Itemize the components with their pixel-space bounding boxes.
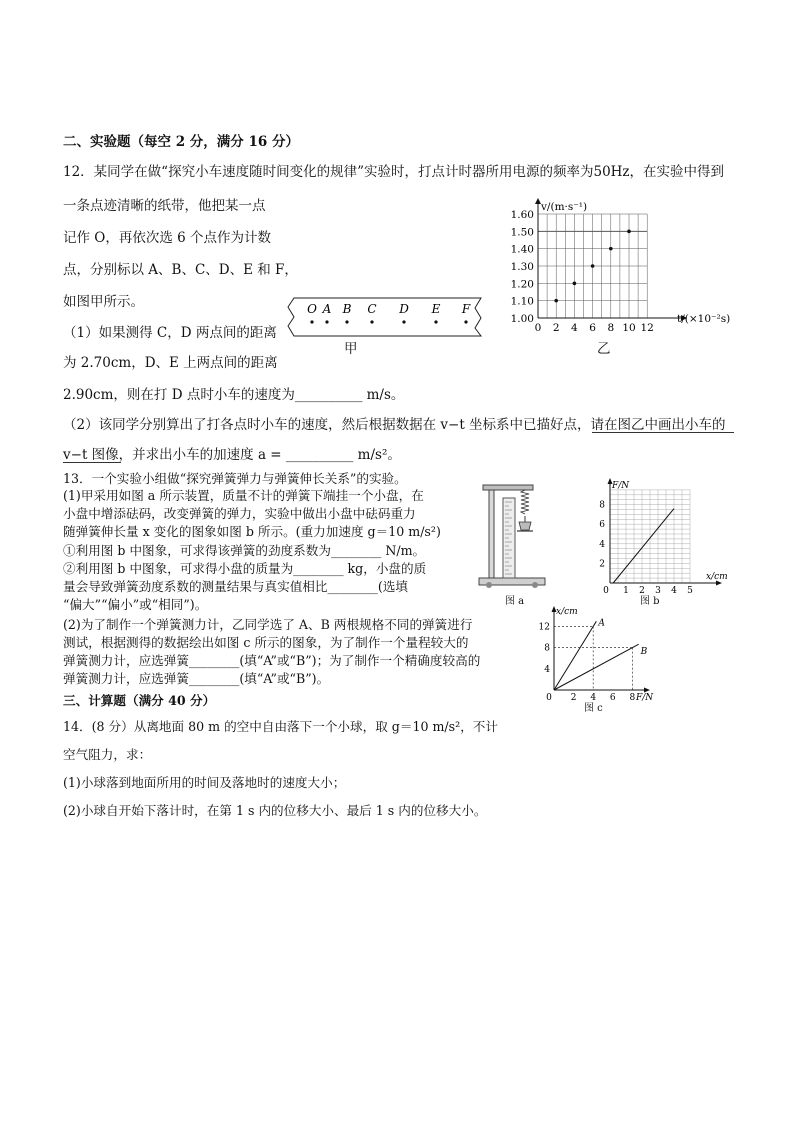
q12-line-2: 一条点迹清晰的纸带，他把某一点 bbox=[63, 198, 266, 214]
x-axis-label: t/(×10⁻²s) bbox=[677, 313, 731, 325]
y-tick-label: 4 bbox=[544, 664, 550, 675]
q12-line-8: 2.90cm，则在打 D 点时小车的速度为__________ m/s。 bbox=[63, 387, 405, 403]
x-tick-label: 2 bbox=[639, 586, 645, 596]
q13-line-8: “偏大”“偏小”或“相同”)。 bbox=[63, 597, 208, 612]
q13-line-1: 13．一个实验小组做“探究弹簧弹力与弹簧伸长关系”的实验。 bbox=[63, 471, 407, 486]
tape-label-A: A bbox=[322, 302, 332, 316]
y-tick-label: 1.30 bbox=[510, 261, 534, 273]
y-tick-label: 1.50 bbox=[510, 226, 534, 239]
x-tick-label: 0 bbox=[534, 322, 542, 334]
tape-dot-O bbox=[310, 320, 313, 323]
q13-line-5: ①利用图 b 中图象，可求得该弹簧的劲度系数为________ N/m。 bbox=[63, 543, 426, 558]
q12-line-1: 12．某同学在做“探究小车速度随时间变化的规律”实验时，打点计时器所用电源的频率为50Hz，在实验中得到 bbox=[63, 164, 725, 180]
tape-dot-D bbox=[402, 320, 405, 323]
section-3-heading: 三、计算题（满分 40 分） bbox=[63, 693, 216, 708]
spring-apparatus-svg bbox=[475, 478, 551, 590]
y-tick-label: 12 bbox=[538, 622, 550, 633]
x-tick-label: 4 bbox=[671, 586, 677, 596]
data-point bbox=[554, 299, 558, 303]
spring-apparatus-figure bbox=[475, 478, 551, 590]
q12-line-3: 记作 O，再依次选 6 个点作为计数 bbox=[63, 230, 272, 246]
fig-b-chart bbox=[596, 476, 728, 596]
tape-dot-B bbox=[345, 320, 348, 323]
y-tick-label: 1.20 bbox=[510, 278, 534, 291]
data-point bbox=[591, 264, 595, 268]
tape-label-O: O bbox=[307, 302, 317, 316]
y-tick-label: 2 bbox=[599, 559, 605, 570]
q13-line-9: (2)为了制作一个弹簧测力计，乙同学选了 A、B 两根规格不同的弹簧进行 bbox=[63, 617, 473, 632]
q12-line-10: v−t 图像，并求出小车的加速度 a = __________ m/s²。 bbox=[63, 447, 401, 463]
x-tick-label: 12 bbox=[640, 322, 654, 334]
tape-label-E: E bbox=[431, 302, 441, 316]
tape-label-C: C bbox=[367, 302, 377, 316]
data-point bbox=[609, 247, 613, 251]
q14-line-4: (2)小球自开始下落计时，在第 1 s 内的位移大小、最后 1 s 内的位移大小。 bbox=[63, 803, 487, 818]
q12-line-5: 如图甲所示。 bbox=[63, 294, 144, 310]
x-tick-label: 5 bbox=[687, 586, 693, 596]
q12-line-7: 为 2.70cm，D、E 上两点间的距离 bbox=[63, 355, 278, 371]
tape-label-B: B bbox=[342, 302, 352, 316]
fig-c-caption: 图 c bbox=[584, 703, 603, 714]
q12-line-6: （1）如果测得 C，D 两点间的距离 bbox=[63, 325, 277, 341]
x-tick-label: 4 bbox=[590, 693, 597, 703]
q13-line-12: 弹簧测力计，应选弹簧________(填“A”或“B”)。 bbox=[63, 671, 330, 686]
y-axis-label: x/cm bbox=[556, 607, 578, 617]
fig-c-svg bbox=[538, 604, 666, 704]
x-tick-label: 0 bbox=[546, 693, 552, 703]
x-tick-label: 8 bbox=[607, 322, 615, 334]
tape-dot-E bbox=[434, 320, 437, 323]
q13-line-7: 量会导致弹簧劲度系数的测量结果与真实值相比________(选填 bbox=[63, 579, 408, 594]
q13-line-3: 小盘中增添砝码，改变弹簧的弹力，实验中做出小盘中砝码重力 bbox=[63, 506, 416, 521]
section-2-heading: 二、实验题（每空 2 分，满分 16 分） bbox=[63, 134, 299, 150]
y-tick-label: 1.00 bbox=[510, 313, 534, 325]
q13-line-10: 测试，根据测得的数据绘出如图 c 所示的图象，为了制作一个量程较大的 bbox=[63, 635, 469, 650]
y-tick-label: 1.60 bbox=[510, 209, 534, 221]
tape-dot-A bbox=[325, 320, 328, 323]
q13-line-4: 随弹簧伸长量 x 变化的图象如图 b 所示。(重力加速度 g＝10 m/s²) bbox=[63, 524, 441, 539]
x-tick-label: 10 bbox=[622, 322, 636, 334]
x-tick-label: 4 bbox=[571, 322, 578, 334]
data-line bbox=[613, 509, 674, 583]
x-axis-arrow bbox=[644, 688, 650, 693]
data-point bbox=[573, 282, 577, 286]
fig-b-svg bbox=[596, 476, 728, 596]
x-tick-label: 8 bbox=[629, 693, 636, 703]
x-tick-label: 2 bbox=[570, 693, 577, 703]
tape-label-F: F bbox=[461, 302, 471, 316]
x-tick-label: 1 bbox=[623, 586, 629, 596]
tape-label-D: D bbox=[399, 302, 409, 316]
y-tick-label: 1.10 bbox=[510, 295, 534, 308]
tape-dot-F bbox=[464, 320, 467, 323]
fig-b-caption: 图 b bbox=[640, 596, 660, 607]
x-axis-label: F/N bbox=[636, 693, 654, 703]
q14-line-1: 14．(8 分）从离地面 80 m 的空中自由落下一个小球，取 g＝10 m/s²，不计 bbox=[63, 719, 498, 734]
paper-tape-figure bbox=[286, 296, 488, 366]
q13-line-11: 弹簧测力计，应选弹簧________(填“A”或“B”)；为了制作一个精确度较高的 bbox=[63, 653, 481, 668]
x-axis-label: x/cm bbox=[706, 572, 728, 582]
y-tick-label: 4 bbox=[599, 539, 605, 550]
q13-line-6: ②利用图 b 中图象，可求得小盘的质量为________ kg，小盘的质 bbox=[63, 561, 427, 576]
q14-line-3: (1)小球落到地面所用的时间及落地时的速度大小； bbox=[63, 775, 346, 790]
tape-caption: 甲 bbox=[344, 341, 358, 357]
series-label-A: A bbox=[598, 618, 605, 629]
series-label-B: B bbox=[640, 647, 648, 658]
y-axis-label: F/N bbox=[612, 481, 630, 491]
paper-tape-svg bbox=[286, 296, 488, 366]
graph-caption: 乙 bbox=[597, 341, 611, 357]
vt-graph-svg bbox=[505, 196, 741, 356]
x-tick-label: 6 bbox=[609, 693, 616, 703]
x-tick-label: 2 bbox=[552, 322, 560, 334]
x-tick-label: 3 bbox=[655, 586, 661, 596]
tape-dot-C bbox=[370, 320, 373, 323]
q13-line-2: (1)甲采用如图 a 所示装置，质量不计的弹簧下端挂一个小盘，在 bbox=[63, 488, 424, 503]
q12-line-9: （2）该同学分别算出了打各点时小车的速度，然后根据数据在 v−t 坐标系中已描好点，请在图乙中画出小车的 bbox=[63, 417, 726, 433]
y-tick-label: 8 bbox=[544, 643, 550, 654]
y-tick-label: 8 bbox=[599, 500, 605, 511]
fig-a-caption: 图 a bbox=[505, 596, 525, 607]
q14-line-2: 空气阻力，求： bbox=[63, 747, 152, 762]
y-tick-label: 1.40 bbox=[510, 243, 534, 256]
y-tick-label: 6 bbox=[599, 520, 605, 531]
x-tick-label: 0 bbox=[603, 586, 609, 596]
x-tick-label: 6 bbox=[589, 322, 596, 334]
vt-graph bbox=[505, 196, 741, 356]
fig-c-chart bbox=[538, 604, 666, 704]
y-axis-label: v/(m·s⁻¹) bbox=[541, 201, 588, 213]
underline-1 bbox=[592, 432, 734, 433]
underline-2 bbox=[63, 462, 121, 463]
data-point bbox=[627, 230, 631, 234]
series-line-A bbox=[554, 621, 596, 690]
series-line-B bbox=[554, 644, 639, 690]
q12-line-4: 点，分别标以 A、B、C、D、E 和 F， bbox=[63, 262, 298, 278]
